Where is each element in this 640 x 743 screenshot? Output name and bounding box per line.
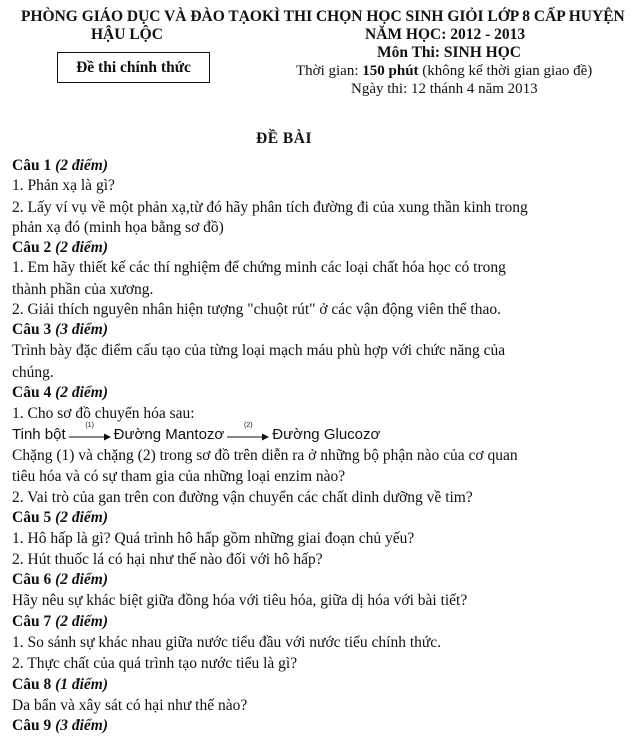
question-heading: Câu 9 (3 điểm) (12, 717, 109, 734)
scheme-start: Tinh bột (12, 426, 66, 443)
question-line: 1. Phản xạ là gì? (12, 177, 115, 194)
question-line: Chặng (1) và chặng (2) trong sơ đồ trên diễn ra ở những bộ phận nào của cơ quan (12, 447, 518, 464)
question-line: 2. Giải thích nguyên nhân hiện tượng "chuột rút" ở các vận động viên thể thao. (12, 301, 501, 318)
question-heading: Câu 8 (1 điểm) (12, 676, 109, 693)
duration-value: 150 phút (362, 63, 419, 79)
question-line: 2. Vai trò của gan trên con đường vận chuyển các chất dinh dưỡng về tim? (12, 489, 473, 506)
question-heading: Câu 4 (2 điểm) (12, 384, 109, 401)
exam-subject: Môn Thi: SINH HỌC (377, 44, 521, 61)
scheme-step-2: (2) (243, 422, 253, 430)
question-line: 2. Lấy ví vụ về một phản xạ,từ đó hãy phân tích đường đi của xung thần kinh trong (12, 199, 528, 216)
district-name: HẬU LỘC (91, 26, 163, 43)
duration-suffix: (không kể thời gian giao đề) (418, 63, 593, 79)
question-line: phản xạ đó (minh họa bằng sơ đồ) (12, 219, 224, 236)
question-line: 1. Cho sơ đồ chuyển hóa sau: (12, 405, 195, 422)
right-arrow-icon (227, 422, 269, 442)
question-line: 2. Thực chất của quá trình tạo nước tiểu là gì? (12, 655, 298, 672)
official-exam-box: Đề thi chính thức (57, 52, 210, 83)
page-title: ĐỀ BÀI (256, 130, 312, 147)
question-heading: Câu 3 (3 điểm) (12, 321, 109, 338)
duration-prefix: Thời gian: (296, 63, 363, 79)
question-heading: Câu 6 (2 điểm) (12, 571, 109, 588)
question-heading: Câu 7 (2 điểm) (12, 613, 109, 630)
question-line: 2. Hút thuốc lá có hại như thế nào đối với hô hấp? (12, 551, 323, 568)
question-line: 1. Hô hấp là gì? Quá trình hô hấp gồm những giai đoạn chủ yếu? (12, 530, 415, 547)
exam-date: Ngày thi: 12 thánh 4 năm 2013 (351, 81, 538, 97)
question-heading: Câu 5 (2 điểm) (12, 509, 109, 526)
question-line: 1. Em hãy thiết kế các thí nghiệm để chứng minh các loại chất hóa học có trong (12, 259, 506, 276)
scheme-end: Đường Glucozơ (272, 426, 381, 443)
question-line: Da bẩn và xây sát có hại như thế nào? (12, 697, 248, 714)
question-line: chúng. (12, 364, 54, 381)
question-line: Trình bày đặc điểm cấu tạo của từng loại mạch máu phù hợp với chức năng của (12, 342, 506, 359)
department-name: PHÒNG GIÁO DỤC VÀ ĐÀO TẠO (21, 8, 262, 25)
exam-title: KÌ THI CHỌN HỌC SINH GIỎI LỚP 8 CẤP HUYỆN (262, 8, 625, 25)
scheme-middle: Đường Mantozơ (113, 426, 225, 443)
school-year: NĂM HỌC: 2012 - 2013 (365, 26, 526, 43)
question-heading: Câu 1 (2 điểm) (12, 157, 109, 174)
exam-duration (296, 62, 592, 80)
question-line: thành phần của xương. (12, 281, 154, 298)
right-arrow-icon (69, 422, 111, 442)
scheme-step-1: (1) (85, 422, 94, 430)
question-line: 1. So sánh sự khác nhau giữa nước tiểu đầu với nước tiểu chính thức. (12, 634, 442, 651)
question-line: Hãy nêu sự khác biệt giữa đồng hóa với tiêu hóa, giữa dị hóa với bài tiết? (12, 592, 468, 609)
question-heading: Câu 2 (2 điểm) (12, 239, 109, 256)
question-line: tiêu hóa và có sự tham gia của những loại enzim nào? (12, 468, 346, 485)
conversion-scheme (12, 422, 381, 445)
